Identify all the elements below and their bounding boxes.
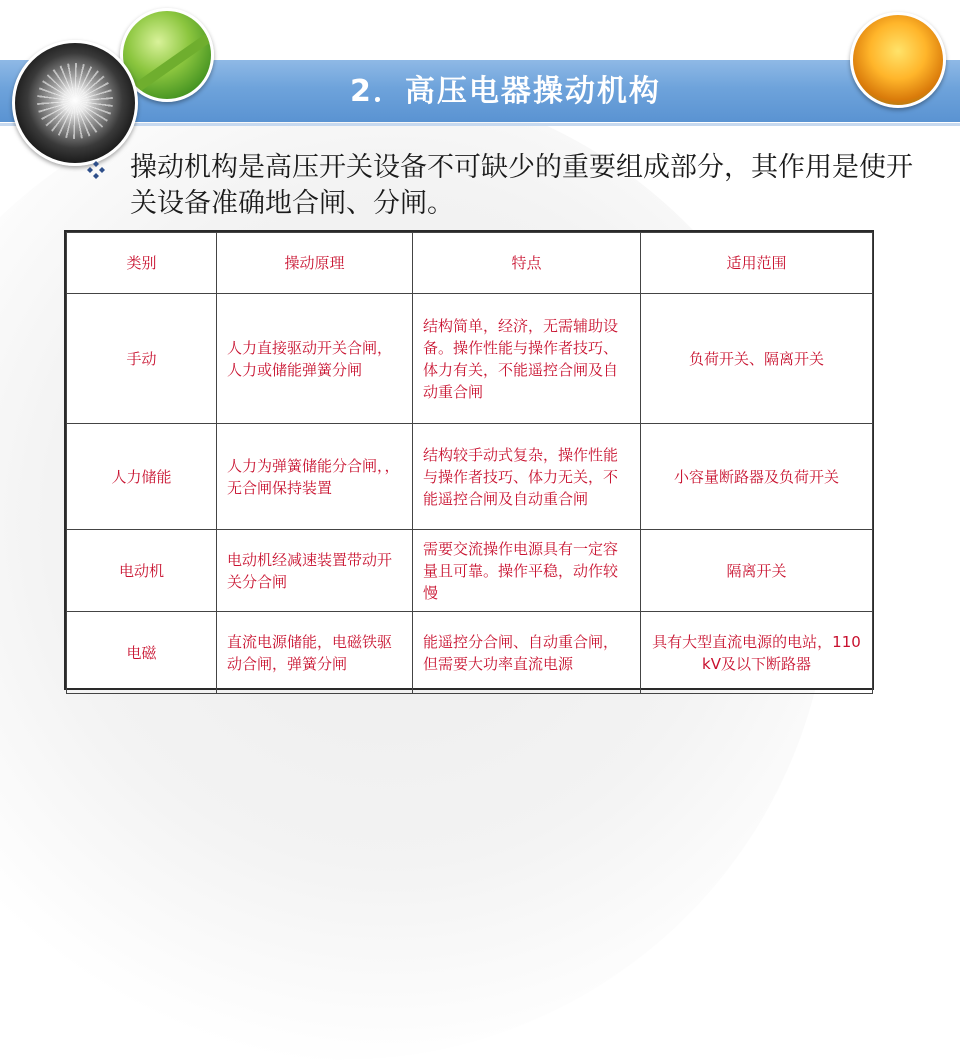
table-row (67, 424, 873, 530)
flower-photo-icon (850, 12, 946, 108)
table-header-row (67, 233, 873, 294)
four-diamond-bullet-icon (86, 160, 106, 180)
cell-scope: 小容量断路器及负荷开关 (641, 424, 873, 530)
table-row (67, 530, 873, 612)
cell-features: 结构简单，经济，无需辅助设备。操作性能与操作者技巧、体力有关，不能遥控合闸及自动重合闸 (413, 294, 641, 424)
cell-category: 电动机 (67, 530, 217, 612)
table-row (67, 294, 873, 424)
cell-features: 能遥控分合闸、自动重合闸，但需要大功率直流电源 (413, 612, 641, 694)
header-principle: 操动原理 (217, 233, 413, 294)
cell-scope: 隔离开关 (641, 530, 873, 612)
dandelion-photo-icon (12, 40, 138, 166)
mechanism-table (64, 230, 874, 690)
table-row (67, 612, 873, 694)
header-category: 类别 (67, 233, 217, 294)
cell-features: 结构较手动式复杂，操作性能与操作者技巧、体力无关，不能遥控合闸及自动重合闸 (413, 424, 641, 530)
intro-text: 操动机构是高压开关设备不可缺少的重要组成部分，其作用是使开关设备准确地合闸、分闸。 (130, 152, 913, 219)
cell-category: 人力储能 (67, 424, 217, 530)
cell-principle: 直流电源储能，电磁铁驱动合闸，弹簧分闸 (217, 612, 413, 694)
cell-features: 需要交流操作电源具有一定容量且可靠。操作平稳，动作较慢 (413, 530, 641, 612)
cell-principle: 人力直接驱动开关合闸，人力或储能弹簧分闸 (217, 294, 413, 424)
cell-principle: 人力为弹簧储能分合闸，，无合闸保持装置 (217, 424, 413, 530)
cell-scope: 负荷开关、隔离开关 (641, 294, 873, 424)
slide-title: 2．高压电器操动机构 (350, 74, 661, 109)
cell-scope: 具有大型直流电源的电站，110kV及以下断路器 (641, 612, 873, 694)
header-scope: 适用范围 (641, 233, 873, 294)
cell-category: 手动 (67, 294, 217, 424)
cell-principle: 电动机经减速装置带动开关分合闸 (217, 530, 413, 612)
header-features: 特点 (413, 233, 641, 294)
cell-category: 电磁 (67, 612, 217, 694)
